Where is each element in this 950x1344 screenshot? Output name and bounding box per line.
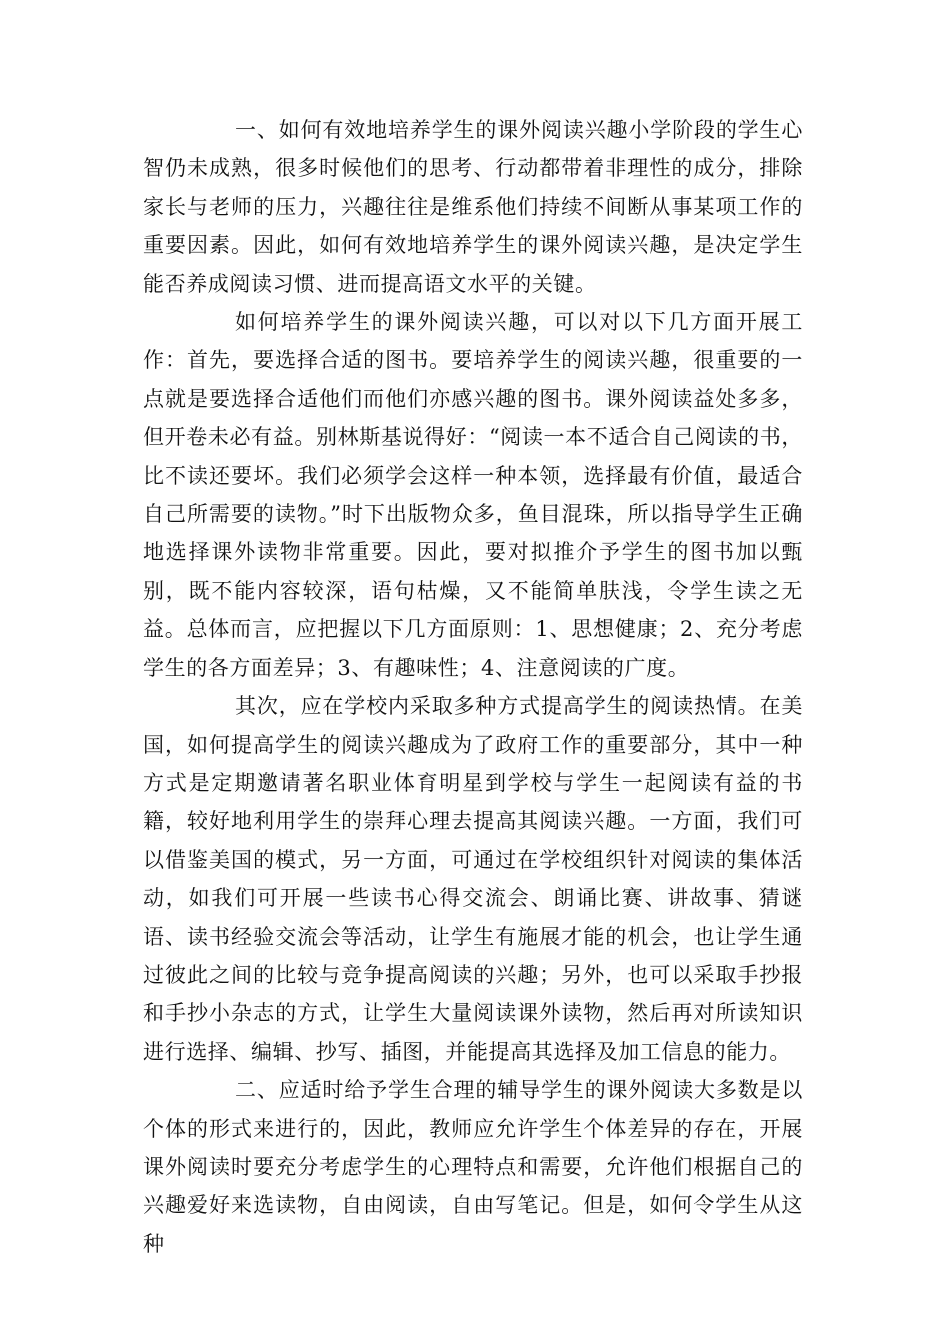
- paragraph-2: 如何培养学生的课外阅读兴趣，可以对以下几方面开展工作：首先，要选择合适的图书。要培养学生的阅读兴趣，很重要的一点就是要选择合适他们而他们亦感兴趣的图书。课外阅读益处多多，但开卷未必有益。别林斯基说得好：“阅读一本不适合自己阅读的书，比不读还要坏。我们必须学会这样一种本领，选择最有价值，最适合自己所需要的读物。”时下出版物众多，鱼目混珠，所以指导学生正确地选择课外读物非常重要。因此，要对拟推介予学生的图书加以甄别，既不能内容较深，语句枯燥，又不能简单肤浅，令学生读之无益。总体而言，应把握以下几方面原则：1、思想健康；2、充分考虑学生的各方面差异；3、有趣味性；4、注意阅读的广度。: [143, 310, 803, 680]
- paragraph-3: 其次，应在学校内采取多种方式提高学生的阅读热情。在美国，如何提高学生的阅读兴趣成为了政府工作的重要部分，其中一种方式是定期邀请著名职业体育明星到学校与学生一起阅读有益的书籍，较好地利用学生的崇拜心理去提高其阅读兴趣。一方面，我们可以借鉴美国的模式，另一方面，可通过在学校组织针对阅读的集体活动，如我们可开展一些读书心得交流会、朗诵比赛、讲故事、猜谜语、读书经验交流会等活动，让学生有施展才能的机会，也让学生通过彼此之间的比较与竞争提高阅读的兴趣；另外，也可以采取手抄报和手抄小杂志的方式，让学生大量阅读课外读物，然后再对所读知识进行选择、编辑、抄写、插图，并能提高其选择及加工信息的能力。: [143, 694, 803, 1064]
- paragraph-4: 二、应适时给予学生合理的辅导学生的课外阅读大多数是以个体的形式来进行的，因此，教师应允许学生个体差异的存在，开展课外阅读时要充分考虑学生的心理特点和需要，允许他们根据自己的兴趣爱好来选读物，自由阅读，自由写笔记。但是，如何令学生从这种: [143, 1078, 803, 1256]
- document-body: [143, 111, 803, 1263]
- paragraph-1: 一、如何有效地培养学生的课外阅读兴趣小学阶段的学生心智仍未成熟，很多时候他们的思考、行动都带着非理性的成分，排除家长与老师的压力，兴趣往往是维系他们持续不间断从事某项工作的重要因素。因此，如何有效地培养学生的课外阅读兴趣，是决定学生能否养成阅读习惯、进而提高语文水平的关键。: [143, 118, 803, 296]
